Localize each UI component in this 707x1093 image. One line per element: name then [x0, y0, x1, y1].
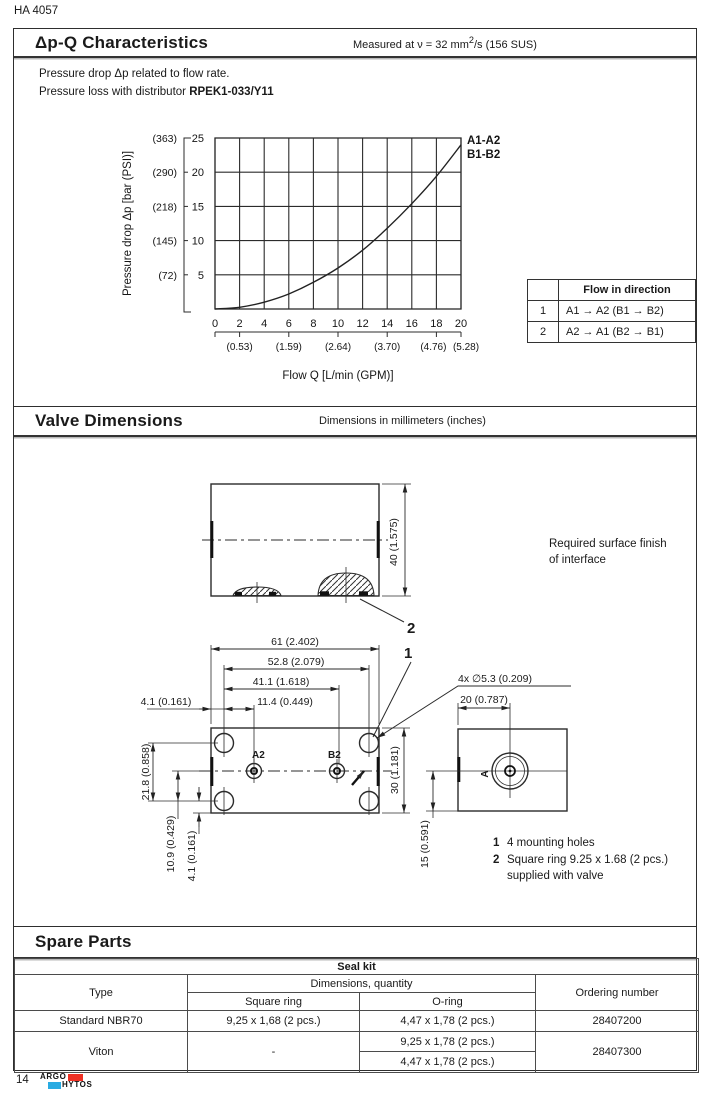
dim-width-11-4: 11.4 (0.449)	[257, 696, 313, 708]
chart-labels	[122, 133, 500, 382]
flow-row-direction: A2 → A1 (B2 → B1)	[559, 322, 696, 343]
table-row	[15, 975, 699, 993]
cell-oring-viton-2: 4,47 x 1,78 (2 pcs.)	[360, 1052, 536, 1073]
port-label-a2: A2	[252, 750, 265, 761]
port-label-a: A	[480, 770, 491, 778]
flow-row-direction: A1 → A2 (B1 → B2)	[559, 301, 696, 322]
svg-text:6: 6	[285, 318, 292, 330]
cell-order-standard: 28407200	[536, 1011, 699, 1032]
square-ring-seal-small	[233, 582, 281, 603]
valve-side-view	[202, 484, 411, 603]
svg-text:25: 25	[191, 133, 204, 145]
table-row	[528, 322, 696, 343]
dim-height-21-8: 21.8 (0.858)	[140, 743, 152, 801]
svg-text:(3.70): (3.70)	[374, 342, 401, 353]
svg-text:(5.28): (5.28)	[452, 342, 480, 353]
dim-width-41-1: 41.1 (1.618)	[252, 676, 310, 688]
port-label-b2: B2	[328, 750, 341, 761]
svg-text:2: 2	[236, 318, 243, 330]
table-row	[528, 301, 696, 322]
svg-text:4: 4	[261, 318, 268, 330]
flow-direction-table	[527, 279, 696, 343]
dim-height-10-9: 10.9 (0.429)	[165, 815, 177, 873]
dim-width-52-8: 52.8 (2.079)	[267, 656, 325, 668]
note-1-number: 1	[493, 837, 500, 849]
dimensions-units-note: Dimensions in millimeters (inches)	[319, 415, 486, 427]
flow-row-number: 1	[528, 301, 559, 322]
logo-text-hytos: HYTOS	[62, 1080, 93, 1089]
svg-text:10: 10	[191, 235, 204, 248]
svg-text:Pressure drop Δp [bar (PSI)]: Pressure drop Δp [bar (PSI)]	[122, 150, 134, 297]
distributor-code: RPEK1-033/Y11	[189, 86, 274, 98]
dim-width-61: 61 (2.402)	[271, 636, 319, 648]
flow-direction-header: Flow in direction	[559, 280, 696, 301]
cell-square-viton: -	[188, 1032, 360, 1073]
cell-square-standard: 9,25 x 1,68 (2 pcs.)	[188, 1011, 360, 1032]
svg-text:0: 0	[211, 318, 219, 330]
cell-type-viton: Viton	[15, 1032, 188, 1073]
dim-width-20: 20 (0.787)	[460, 694, 508, 706]
col-header-type: Type	[15, 975, 188, 1011]
surface-finish-note-line1: Required surface finish	[549, 538, 667, 550]
dim-height-40: 40 (1.575)	[388, 518, 400, 566]
svg-text:(290): (290)	[152, 167, 177, 180]
col-header-dimensions-quantity: Dimensions, quantity	[188, 975, 536, 993]
dim-height-30: 30 (1.181)	[389, 746, 401, 794]
cell-oring-viton-1: 9,25 x 1,78 (2 pcs.)	[360, 1032, 536, 1052]
flow-row-number: 2	[528, 322, 559, 343]
svg-text:(145): (145)	[152, 235, 177, 248]
callout-2-leader	[360, 599, 404, 622]
dp-q-chart	[101, 121, 556, 389]
svg-text:(363): (363)	[152, 133, 177, 145]
section-header-spare-parts	[14, 926, 696, 959]
svg-text:5: 5	[197, 269, 204, 282]
section-header-valve-dimensions	[14, 406, 696, 437]
callout-2: 2	[407, 620, 416, 637]
svg-text:(1.59): (1.59)	[275, 342, 302, 353]
doc-code: HA 4057	[14, 5, 59, 17]
page-number: 14	[16, 1074, 29, 1086]
intro-line-2: Pressure loss with distributor RPEK1-033/Y11	[39, 86, 274, 98]
valve-top-view	[147, 645, 413, 834]
note-2-text-cont: supplied with valve	[507, 870, 604, 882]
col-header-ordering-number: Ordering number	[536, 975, 699, 1011]
col-header-o-ring: O-ring	[360, 993, 536, 1011]
table-row	[15, 959, 699, 975]
table-row	[15, 1011, 699, 1032]
mounting-holes	[215, 729, 379, 815]
svg-text:18: 18	[430, 318, 443, 330]
drawing-labels	[140, 518, 668, 882]
note-1-text: 4 mounting holes	[507, 837, 595, 849]
argo-hytos-logo	[40, 1073, 92, 1089]
svg-text:(0.53): (0.53)	[226, 342, 253, 353]
spare-parts-table	[14, 958, 699, 1073]
svg-text:14: 14	[381, 318, 394, 330]
table-row	[528, 280, 696, 301]
section-title-valve-dimensions: Valve Dimensions	[35, 411, 183, 430]
svg-text:12: 12	[356, 318, 369, 330]
svg-text:16: 16	[405, 318, 418, 330]
callout-1: 1	[404, 645, 413, 662]
section-title-dpq: Δp-Q Characteristics	[35, 32, 209, 52]
cell-oring-standard: 4,47 x 1,78 (2 pcs.)	[360, 1011, 536, 1032]
section-title-spare-parts: Spare Parts	[35, 932, 132, 951]
dim-offset-4-1-bottom: 4.1 (0.161)	[186, 830, 198, 882]
svg-text:20: 20	[454, 318, 468, 330]
square-ring-seal-large	[318, 567, 374, 603]
svg-text:10: 10	[331, 318, 345, 330]
table-cell-blank	[528, 280, 559, 301]
valve-end-view	[426, 703, 567, 818]
logo-cyan-block	[48, 1082, 61, 1089]
table-row	[15, 1032, 699, 1052]
svg-text:(72): (72)	[158, 269, 177, 282]
gpm-ruler	[215, 332, 461, 337]
valve-dimensions-drawing	[14, 436, 699, 924]
col-header-square-ring: Square ring	[188, 993, 360, 1011]
dim-offset-4-1-left: 4.1 (0.161)	[140, 696, 192, 708]
chart-grid	[215, 138, 461, 309]
svg-text:(2.64): (2.64)	[324, 342, 352, 353]
svg-text:(4.76): (4.76)	[420, 342, 447, 353]
content-frame	[13, 28, 697, 1071]
svg-text:Flow Q [L/min (GPM)]: Flow Q [L/min (GPM)]	[282, 370, 394, 382]
svg-text:8: 8	[310, 318, 317, 330]
logo-text-argo: ARGO	[40, 1072, 67, 1081]
cell-type-standard: Standard NBR70	[15, 1011, 188, 1032]
cell-order-viton: 28407300	[536, 1032, 699, 1073]
surface-finish-note-line2: of interface	[549, 554, 606, 566]
seal-kit-title: Seal kit	[15, 959, 699, 975]
measured-at-note: Measured at ν = 32 $mm^2/s$ (156 SUS)	[353, 34, 537, 51]
note-2-text: Square ring 9.25 x 1.68 (2 pcs.)	[507, 854, 669, 866]
svg-text:20: 20	[191, 167, 204, 180]
svg-text:(218): (218)	[152, 201, 177, 214]
section-header-dpq	[14, 29, 696, 58]
dim-height-15: 15 (0.591)	[419, 820, 431, 868]
intro-text	[39, 65, 274, 101]
dim-mounting-holes: 4x ∅5.3 (0.209)	[458, 673, 532, 685]
svg-text:15: 15	[191, 201, 204, 214]
note-2-number: 2	[493, 854, 500, 866]
view-direction-arrow	[352, 771, 364, 785]
legend-entry: B1-B2	[467, 149, 501, 161]
psi-bracket	[184, 138, 191, 312]
intro-line-1: Pressure drop Δp related to flow rate.	[39, 68, 230, 80]
legend-entry: A1-A2	[467, 135, 501, 147]
